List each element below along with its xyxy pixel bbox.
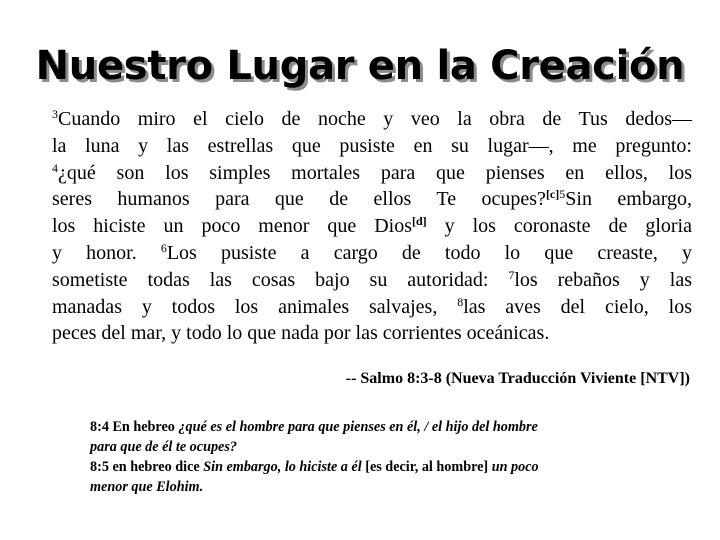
footnote-quote: un poco — [491, 459, 539, 475]
passage-text: ¿qué son los simples mortales para que pienses en ellos, los — [58, 161, 692, 184]
verse-number-7: 7 — [508, 267, 515, 282]
footnote-1-line-1 — [90, 417, 680, 437]
passage-text: y honor. — [52, 241, 161, 264]
scripture-passage — [52, 106, 692, 347]
footnote-ref: 8:4 En hebreo — [90, 419, 179, 435]
scripture-citation: -- Salmo 8:3-8 (Nueva Traducción Viviente [NTV]) — [345, 370, 690, 387]
passage-line-4 — [52, 186, 692, 213]
verse-number-4: 4 — [52, 160, 58, 175]
footnote-quote: Sin embargo, lo hiciste a él — [203, 459, 362, 475]
passage-line-5 — [52, 213, 692, 240]
passage-text: peces del mar, y todo lo que nada por las corrientes oceánicas. — [52, 322, 550, 345]
passage-text: los hiciste un poco menor que Dios — [52, 215, 412, 238]
verse-number-6: 6 — [160, 240, 167, 255]
passage-text: la luna y las estrellas que pusiste en su lugar—, me pregunto: — [52, 134, 692, 157]
footnotes — [90, 417, 680, 497]
passage-text: manadas y todos los animales salvajes, — [52, 295, 458, 318]
passage-line-3 — [52, 160, 692, 187]
passage-text: sometiste todas las cosas bajo su autoridad: — [52, 268, 509, 291]
passage-text: seres humanos para que de ellos Te ocupes? — [52, 188, 546, 211]
verse-number-8: 8 — [457, 294, 464, 309]
passage-line-8 — [52, 294, 692, 321]
footnote-quote: para que de él te ocupes? — [90, 439, 237, 455]
passage-text: los rebaños y las — [514, 268, 692, 291]
passage-text: Sin embargo, — [565, 188, 692, 211]
passage-line-7 — [52, 267, 692, 294]
passage-line-1 — [52, 106, 692, 133]
footnote-marker-c[interactable]: [c] — [545, 187, 560, 202]
passage-line-2 — [52, 133, 692, 160]
passage-line-6 — [52, 240, 692, 267]
footnote-1-line-2 — [90, 437, 680, 457]
page-title: Nuestro Lugar en la Creación — [35, 43, 685, 89]
passage-text: y los coronaste de gloria — [426, 215, 692, 238]
passage-text: las aves del cielo, los — [463, 295, 693, 318]
passage-text: Cuando miro el cielo de noche y veo la obra de Tus dedos— — [58, 108, 692, 130]
footnote-quote: menor que Elohim. — [90, 479, 204, 495]
footnote-quote: ¿qué es el hombre para que pienses en él, / el hijo del hombre — [178, 419, 538, 435]
footnote-text: [es decir, al hombre] — [361, 459, 492, 475]
passage-text: Los pusiste a cargo de todo lo que creaste, y — [166, 241, 692, 264]
verse-number-5: 5 — [559, 187, 566, 202]
footnote-marker-d[interactable]: [d] — [411, 214, 427, 229]
verse-number-3: 3 — [52, 107, 58, 121]
passage-line-9 — [52, 320, 692, 347]
footnote-2-line-2 — [90, 477, 680, 497]
footnote-ref: 8:5 en hebreo dice — [90, 459, 204, 475]
footnote-2-line-1 — [90, 457, 680, 477]
